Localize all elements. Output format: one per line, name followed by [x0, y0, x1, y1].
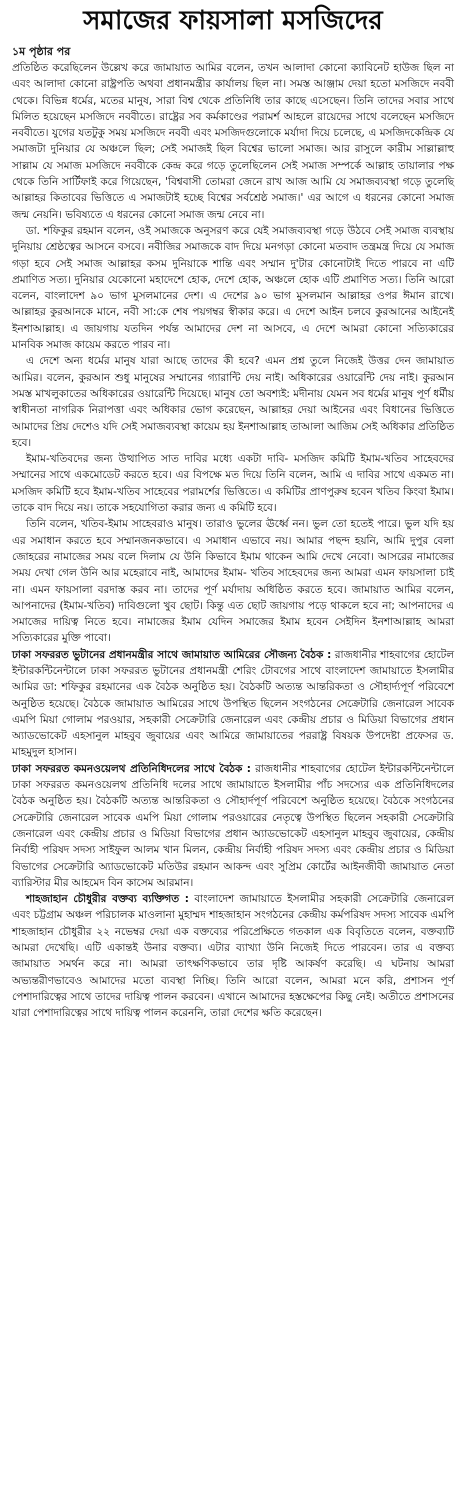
paragraph-text: তিনি বলেন, খতিব-ইমাম সাহেবরাও মানুষ। তারাও ভুলের ঊর্ধ্বে নন। ভুল তো হতেই পারে। ভুল যদি হয় এর সমাধান করতে হবে সম্মানজনকভাবে। এ সমাধান এভাবে নয়। আমার পছন্দ হয়নি, আমি দুপুর বেলা জোহরের নামাজের সময় বলে দিলাম যে উনি কিভাবে ইমাম থাকেন আমি দেখে নেবো। আসরের নামাজের সময় দেখা গেল উনি আর মহেরাবে নাই, আমাদের ইমাম- খতিব সাহেবদের জন্য আমরা এমন ফায়সালা চাই না। এমন ফায়সালা বরদাস্ত করব না। তাদের পূর্ণ মর্যাদায় অধিষ্ঠিত করতে হবে। জামায়াত আমির বলেন, আপনাদের (ইমাম-খতিব) দাবিগুলো খুব ছোট। কিন্তু এত ছোট জায়গায় পড়ে থাকলে হবে না; আপনাদের এ সমাজের দায়িত্ব নিতে হবে। নামাজের ইমাম যেদিন সমাজের ইমাম হবেন সেইদিন ইনশাআল্লাহ আমরা সত্যিকারের মুক্তি পাবো।	[12, 518, 454, 645]
paragraph	[12, 761, 454, 891]
headline: সমাজের ফায়সালা মসজিদের	[83, 6, 383, 36]
paragraph	[12, 223, 454, 353]
paragraph	[12, 516, 454, 646]
paragraph	[12, 451, 454, 516]
paragraph	[12, 891, 454, 1021]
subheading: ঢাকা সফররত কমনওয়েলথ প্রতিনিধিদলের সাথে বৈঠক :	[12, 762, 251, 775]
paragraph-text: রাজধানীর শাহবাগের হোটেল ইন্টারকন্টিনেন্টালে ঢাকা সফররত ভুটানের প্রধানমন্ত্রী শেরিং টোবগের সাথে বাংলাদেশ জামায়াতে ইসলামীর আমির ডা: শফিকুর রহমানের এক বৈঠক অনুষ্ঠিত হয়। বৈঠকটি অত্যন্ত আন্তরিকতা ও সৌহার্দ্যপূর্ণ পরিবেশে অনুষ্ঠিত হয়েছে। বৈঠকে জামায়াত আমিরের সাথে উপস্থিত ছিলেন সংগঠনের সেক্রেটারি জেনারেল সাবেক এমপি মিয়া গোলাম পরওয়ার, সহকারী সেক্রেটারি জেনারেল এবং কেন্দ্রীয় প্রচার ও মিডিয়া বিভাগের প্রধান অ্যাডভোকেট এহসানুল মাহবুব জুবায়ের এবং আমিরে জামায়াতের পররাষ্ট্র বিষয়ক উপদেষ্টা প্রফেসর ড. মাহমুদুল হাসান।	[12, 648, 454, 759]
paragraph-text: রাজধানীর শাহবাগের হোটেল ইন্টারকন্টিনেন্টালে ঢাকা সফররত কমনওয়েলথ প্রতিনিধি দলের সাথে জামায়াতে ইসলামীর পাঁচ সদস্যের এক প্রতিনিধিদলের বৈঠক অনুষ্ঠিত হয়। বৈঠকটি অত্যন্ত আন্তরিকতা ও সৌহার্দপূর্ণ পরিবেশে অনুষ্ঠিত হয়েছে। বৈঠকে সংগঠনের সেক্রেটারি জেনারেল সাবেক এমপি মিয়া গোলাম পরওয়ারের নেতৃত্বে উপস্থিত ছিলেন সহকারী সেক্রেটারি জেনারেল এবং কেন্দ্রীয় প্রচার ও মিডিয়া বিভাগের প্রধান অ্যাডভোকেট এহসানুল মাহবুব জুবায়ের, কেন্দ্রীয় নির্বাহী পরিষদ সদস্য সাইফুল আলম খান মিলন, কেন্দ্রীয় নির্বাহী পরিষদ সদস্য এবং কেন্দ্রীয় প্রচার ও মিডিয়া বিভাগের সেক্রেটারি অ্যাডভোকেট মতিউর রহমান আকন্দ এবং সুপ্রিম কোর্টের আইনজীবী জামায়াত নেতা ব্যারিস্টার মীর আহমেদ বিন কাসেম আরমান।	[12, 762, 454, 889]
subheading: ঢাকা সফররত ভুটানের প্রধানমন্ত্রীর সাথে জামায়াত আমিরের সৌজন্য বৈঠক :	[12, 648, 332, 661]
subheading: শাহজাহান চৌধুরীর বক্তব্য ব্যক্তিগত :	[26, 893, 189, 906]
paragraph-text: এ দেশে অন্য ধর্মের মানুষ যারা আছে তাদের কী হবে? এমন প্রশ্ন তুলে নিজেই উত্তর দেন জামায়াত আমির। বলেন, কুরআন শুধু মানুষের সম্মানের গ্যারান্টি দেয় নাই। অধিকারের ওয়ারেন্টি দেয় নাই। কুরআন সমস্ত মাখলুকাতের অধিকারের ওয়ারেন্টি দিয়েছে। মানুষ তো অবশ্যই: মদীনায় যেমন সব ধর্মের মানুষ পূর্ণ ধর্মীয় স্বাধীনতা নাগরিক নিরাপত্তা এবং অধিকার ভোগ করেছেন, আল্লাহর দেয়া আইনের এবং বিধানের ভিত্তিতে আমাদের প্রিয় দেশেও যদি সেই সমাজব্যবস্থা কায়েম হয় ইনশাআল্লাহ তাআলা আজিম সেই অধিকার প্রতিষ্ঠিত হবে।	[12, 355, 454, 449]
paragraph-text: প্রতিষ্ঠিত করেছিলেন উল্লেখ করে জামায়াত আমির বলেন, তখন আলাদা কোনো ক্যাবিনেট হাউজ ছিল না এবং আলাদা কোনো রাষ্ট্রপতি অথবা প্রধানমন্ত্রীর কার্যালয় ছিল না। সমস্ত আঞ্জাম দেয়া হতো মসজিদে নববী থেকে। বিভিন্ন ধর্মের, মতের মানুষ, সারা বিশ্ব থেকে প্রতিনিধি তার কাছে এসেছেন। তিনি তাদের সবার সাথে মিলিত হয়েছেন মসজিদে নববীতে। রাষ্ট্রের সব কর্মকাণ্ডের পরামর্শ আহলে রায়েদের সাথে বলেছেন মসজিদে নববীতে। যুগের যতটুকু সময় মসজিদে নববী এবং মসজিদগুলোকে মর্যাদা দিয়ে চলেছে, এ মসজিদকেন্দ্রিক যে সমাজটা দুনিয়ার যে অঞ্চলে ছিল; সেই সমাজই ছিল বিশ্বের ভালো সমাজ। আর রাসুলে কারীম সাল্লাল্লাহু সাল্লাম যে সমাজ মসজিদে নববীকে কেন্দ্র করে গড়ে তুলেছিলেন সেই সমাজ সম্পর্কে আল্লাহ তায়ালার পক্ষ থেকে তিনি সার্টিফাই করে গিয়েছেন, 'বিশ্ববাসী তোমরা জেনে রাখ আজ আমি যে সমাজব্যবস্থা গড়ে তুলেছি আল্লাহর কিতাবের ভিত্তিতে এ সমাজটাই হচ্ছে বিশ্বের সর্বশ্রেষ্ঠ সমাজ।' এর আগে এ ধরনের কোনো সমাজ জন্ম নেয়নি। ভবিষ্যতে এ ধরনের কোনো সমাজ জন্ম নেবে না।	[12, 62, 454, 221]
paragraph-text: ইমাম-খতিবদের জন্য উত্থাপিত সাত দাবির মধ্যে একটা দাবি- মসজিদ কমিটি ইমাম-খতিব সাহেবদের সম্মানের সাথে একমোডেট করতে হবে। এর বিপক্ষে মত দিয়ে তিনি বলেন, আমি এ দাবির সাথে একমত না। মসজিদ কমিটি হবে ইমাম-খতিব সাহেবের পরামর্শের ভিত্তিতে। এ কমিটির প্রাণপুরুষ হবেন খতিব কিংবা ইমাম। তাকে বাদ দিয়ে নয়। তাকে সহযোগিতা করার জন্য এ কমিটি হবে।	[12, 453, 454, 515]
paragraph-text: ডা. শফিকুর রহমান বলেন, ওই সমাজকে অনুসরণ করে যেই সমাজব্যবস্থা গড়ে উঠবে সেই সমাজ ব্যবস্থায় দুনিয়ায় শ্রেষ্ঠত্বের আসনে বসবে। নবীজির সমাজকে বাদ দিয়ে মনগড়া কোনো মতবাদ তন্ত্রমন্ত্র দিয়ে যে সমাজ গড়া হবে সেই সমাজ আল্লাহর কসম দুনিয়াকে শান্তি এবং সম্মান দু'টার কোনোটাই দিতে পারবে না এটি প্রমাণিত সত্য। দুনিয়ার যেকোনো মহাদেশে হোক, দেশে হোক, অঞ্চলে হোক এটি প্রমাণিত সত্য। তিনি আরো বলেন, বাংলাদেশ ৯০ ভাগ মুসলমানের দেশ। এ দেশের ৯০ ভাগ মুসলমান আল্লাহর ওপর ঈমান রাখে। আল্লাহর কুরআনকে মানে, নবী সা:কে শেষ পয়গম্বর স্বীকার করে। এ দেশে আইন চলবে কুরআনের আইনেই ইনশাআল্লাহ। এ জায়গায় যতদিন পর্যন্ত আমাদের দেশ না আসবে, এ দেশে আমরা কোনো সত্যিকারের মানবিক সমাজ কায়েম করতে পারব না।	[12, 224, 454, 352]
paragraph	[12, 353, 454, 451]
continued-from-label: ১ম পৃষ্ঠার পর	[12, 45, 71, 58]
paragraph-text: বাংলাদেশ জামায়াতে ইসলামীর সহকারী সেক্রেটারি জেনারেল এবং চট্টগ্রাম অঞ্চল পরিচালক মাওলানা মুহাম্মদ শাহজাহান সংগঠনের কেন্দ্রীয় কর্মপরিষদ সদস্য সাবেক এমপি শাহজাহান চৌধুরীর ২২ নভেম্বর দেয়া এক বক্তব্যের পরিপ্রেক্ষিতে গতকাল এক বিবৃতিতে বলেন, বক্তব্যটি আমরা দেখেছি। এটি একান্তই উনার বক্তব্য। এটার ব্যাখ্যা উনি নিজেই দিতে পারবেন। তার এ বক্তব্য জামায়াত সমর্থন করে না। আমরা তাৎক্ষণিকভাবে তার দৃষ্টি আকর্ষণ করেছি। এ ঘটনায় আমরা অভ্যন্তরীণভাবেও আমাদের মতো ব্যবস্থা নিচ্ছি। তিনি আরো বলেন, আমরা মনে করি, প্রশাসন পূর্ণ পেশাদারিত্বের সাথে তাদের দায়িত্ব পালন করবেন। এখানে আমাদের হস্তক্ষেপের কিছু নেই। অতীতে প্রশাসনের যারা পেশাদারিত্বের সাথে দায়িত্ব পালন করেননি, তারা দেশের ক্ষতি করেছেন।	[12, 893, 454, 1020]
paragraph	[12, 60, 454, 223]
article-body	[12, 60, 454, 1022]
paragraph	[12, 647, 454, 761]
